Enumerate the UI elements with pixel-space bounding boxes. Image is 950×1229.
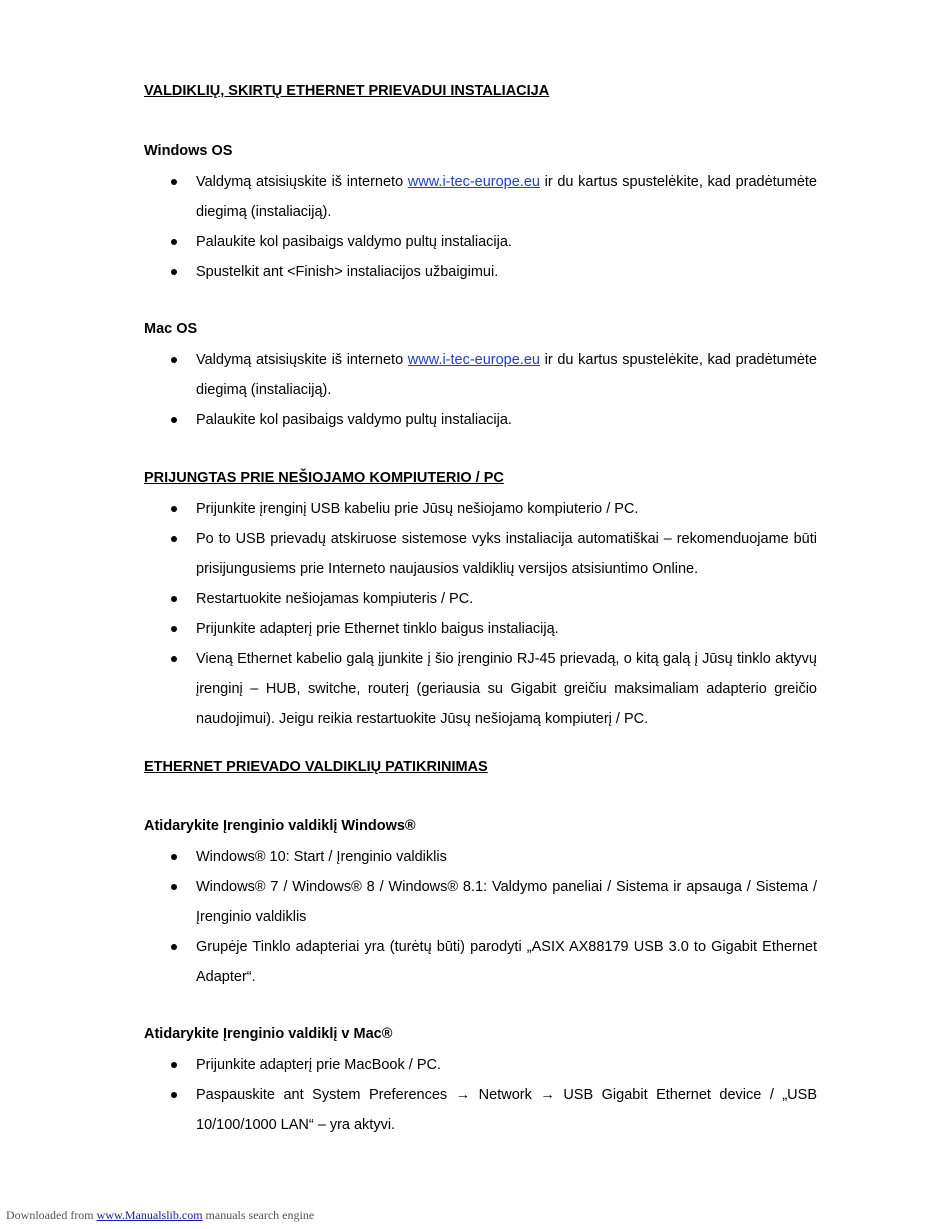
list-item-text: Prijunkite adapterį prie Ethernet tinklo baigus instaliaciją.	[196, 621, 559, 637]
list-item	[144, 1050, 817, 1080]
list-item-text: Valdymą atsisiųskite iš interneto	[196, 352, 408, 368]
list-item-text: ir du kartus spustelėkite, kad pradėtumėte diegimą (instaliaciją).	[196, 174, 817, 220]
list-item	[144, 405, 817, 435]
list-item	[144, 872, 817, 932]
list-item	[144, 842, 817, 872]
list-item-text: Grupėje Tinklo adapteriai yra (turėtų būti) parodyti „ASIX AX88179 USB 3.0 to Gigabit Ethernet Adapter“.	[196, 939, 817, 985]
list-item	[144, 257, 817, 287]
list-item-text: Spustelkit ant <Finish> instaliacijos užbaigimui.	[196, 264, 499, 280]
footer-link[interactable]: www.Manualslib.com	[96, 1208, 203, 1222]
bullet-icon	[171, 884, 177, 890]
list-item-text: Windows® 10: Start / Įrenginio valdiklis	[196, 849, 447, 865]
list-item	[144, 584, 817, 614]
download-link[interactable]: www.i-tec-europe.eu	[407, 174, 540, 190]
connect-heading: PRIJUNGTAS PRIE NEŠIOJAMO KOMPIUTERIO / PC	[144, 470, 504, 486]
bullet-icon	[171, 417, 177, 423]
bullet-icon	[171, 357, 177, 363]
bullet-icon	[171, 1062, 177, 1068]
download-link[interactable]: www.i-tec-europe.eu	[407, 352, 540, 368]
list-item-text: Paspauskite ant System Preferences → Network → USB Gigabit Ethernet device / „USB 10/100/1000 LAN“ – yra aktyvi.	[196, 1087, 817, 1133]
check-heading: ETHERNET PRIEVADO VALDIKLIŲ PATIKRINIMAS	[144, 759, 488, 775]
device-manager-windows-heading: Atidarykite Įrenginio valdiklį Windows®	[144, 818, 416, 834]
list-item-text: Valdymą atsisiųskite iš interneto	[196, 174, 408, 190]
main-title: VALDIKLIŲ, SKIRTŲ ETHERNET PRIEVADUI INSTALIACIJA	[144, 83, 550, 99]
bullet-icon	[171, 626, 177, 632]
list-item-text: Prijunkite adapterį prie MacBook / PC.	[196, 1057, 441, 1073]
connect-list	[144, 494, 817, 734]
windows-list	[144, 167, 817, 287]
windows-heading: Windows OS	[144, 143, 233, 159]
mac-heading: Mac OS	[144, 321, 198, 337]
bullet-icon	[171, 944, 177, 950]
bullet-icon	[171, 656, 177, 662]
list-item-text: Palaukite kol pasibaigs valdymo pultų instaliacija.	[196, 412, 512, 428]
list-item	[144, 494, 817, 524]
mac-list	[144, 345, 817, 435]
footer-suffix: manuals search engine	[202, 1208, 315, 1222]
device-manager-windows-list	[144, 842, 817, 992]
list-item-text: Po to USB prievadų atskiruose sistemose vyks instaliacija automatiškai – rekomenduojame būti prisijungusiems prie Interneto naujausios valdiklių versijos atsisiuntimo Online.	[196, 531, 817, 577]
device-manager-mac-heading: Atidarykite Įrenginio valdiklį v Mac®	[144, 1026, 393, 1042]
device-manager-mac-list	[144, 1050, 817, 1140]
list-item	[144, 1080, 817, 1140]
list-item-text: Palaukite kol pasibaigs valdymo pultų instaliacija.	[196, 234, 512, 250]
bullet-icon	[171, 506, 177, 512]
list-item	[144, 644, 817, 734]
footer	[6, 1208, 314, 1223]
list-item-text: Restartuokite nešiojamas kompiuteris / PC.	[196, 591, 474, 607]
list-item-text: Vieną Ethernet kabelio galą įjunkite į šio įrenginio RJ-45 prievadą, o kitą galą į Jūsų tinklo aktyvų įrenginį – HUB, switche, routerį (geriausia su Gigabit greičiu maksimaliam adapterio greičio naudojimui). Jeigu reikia restartuokite Jūsų nešiojamą kompiuterį / PC.	[196, 651, 817, 727]
bullet-icon	[171, 269, 177, 275]
list-item	[144, 227, 817, 257]
list-item	[144, 932, 817, 992]
list-item	[144, 524, 817, 584]
bullet-icon	[171, 854, 177, 860]
bullet-icon	[171, 1092, 177, 1098]
list-item	[144, 345, 817, 405]
bullet-icon	[171, 596, 177, 602]
list-item-text: ir du kartus spustelėkite, kad pradėtumėte diegimą (instaliaciją).	[196, 352, 817, 398]
bullet-icon	[171, 239, 177, 245]
list-item	[144, 167, 817, 227]
list-item-text: Prijunkite įrenginį USB kabeliu prie Jūsų nešiojamo kompiuterio / PC.	[196, 501, 639, 517]
list-item	[144, 614, 817, 644]
footer-prefix: Downloaded from	[6, 1208, 97, 1222]
list-item-text: Windows® 7 / Windows® 8 / Windows® 8.1: Valdymo paneliai / Sistema ir apsauga / Sistema / Įrenginio valdiklis	[196, 879, 817, 925]
bullet-icon	[171, 179, 177, 185]
bullet-icon	[171, 536, 177, 542]
